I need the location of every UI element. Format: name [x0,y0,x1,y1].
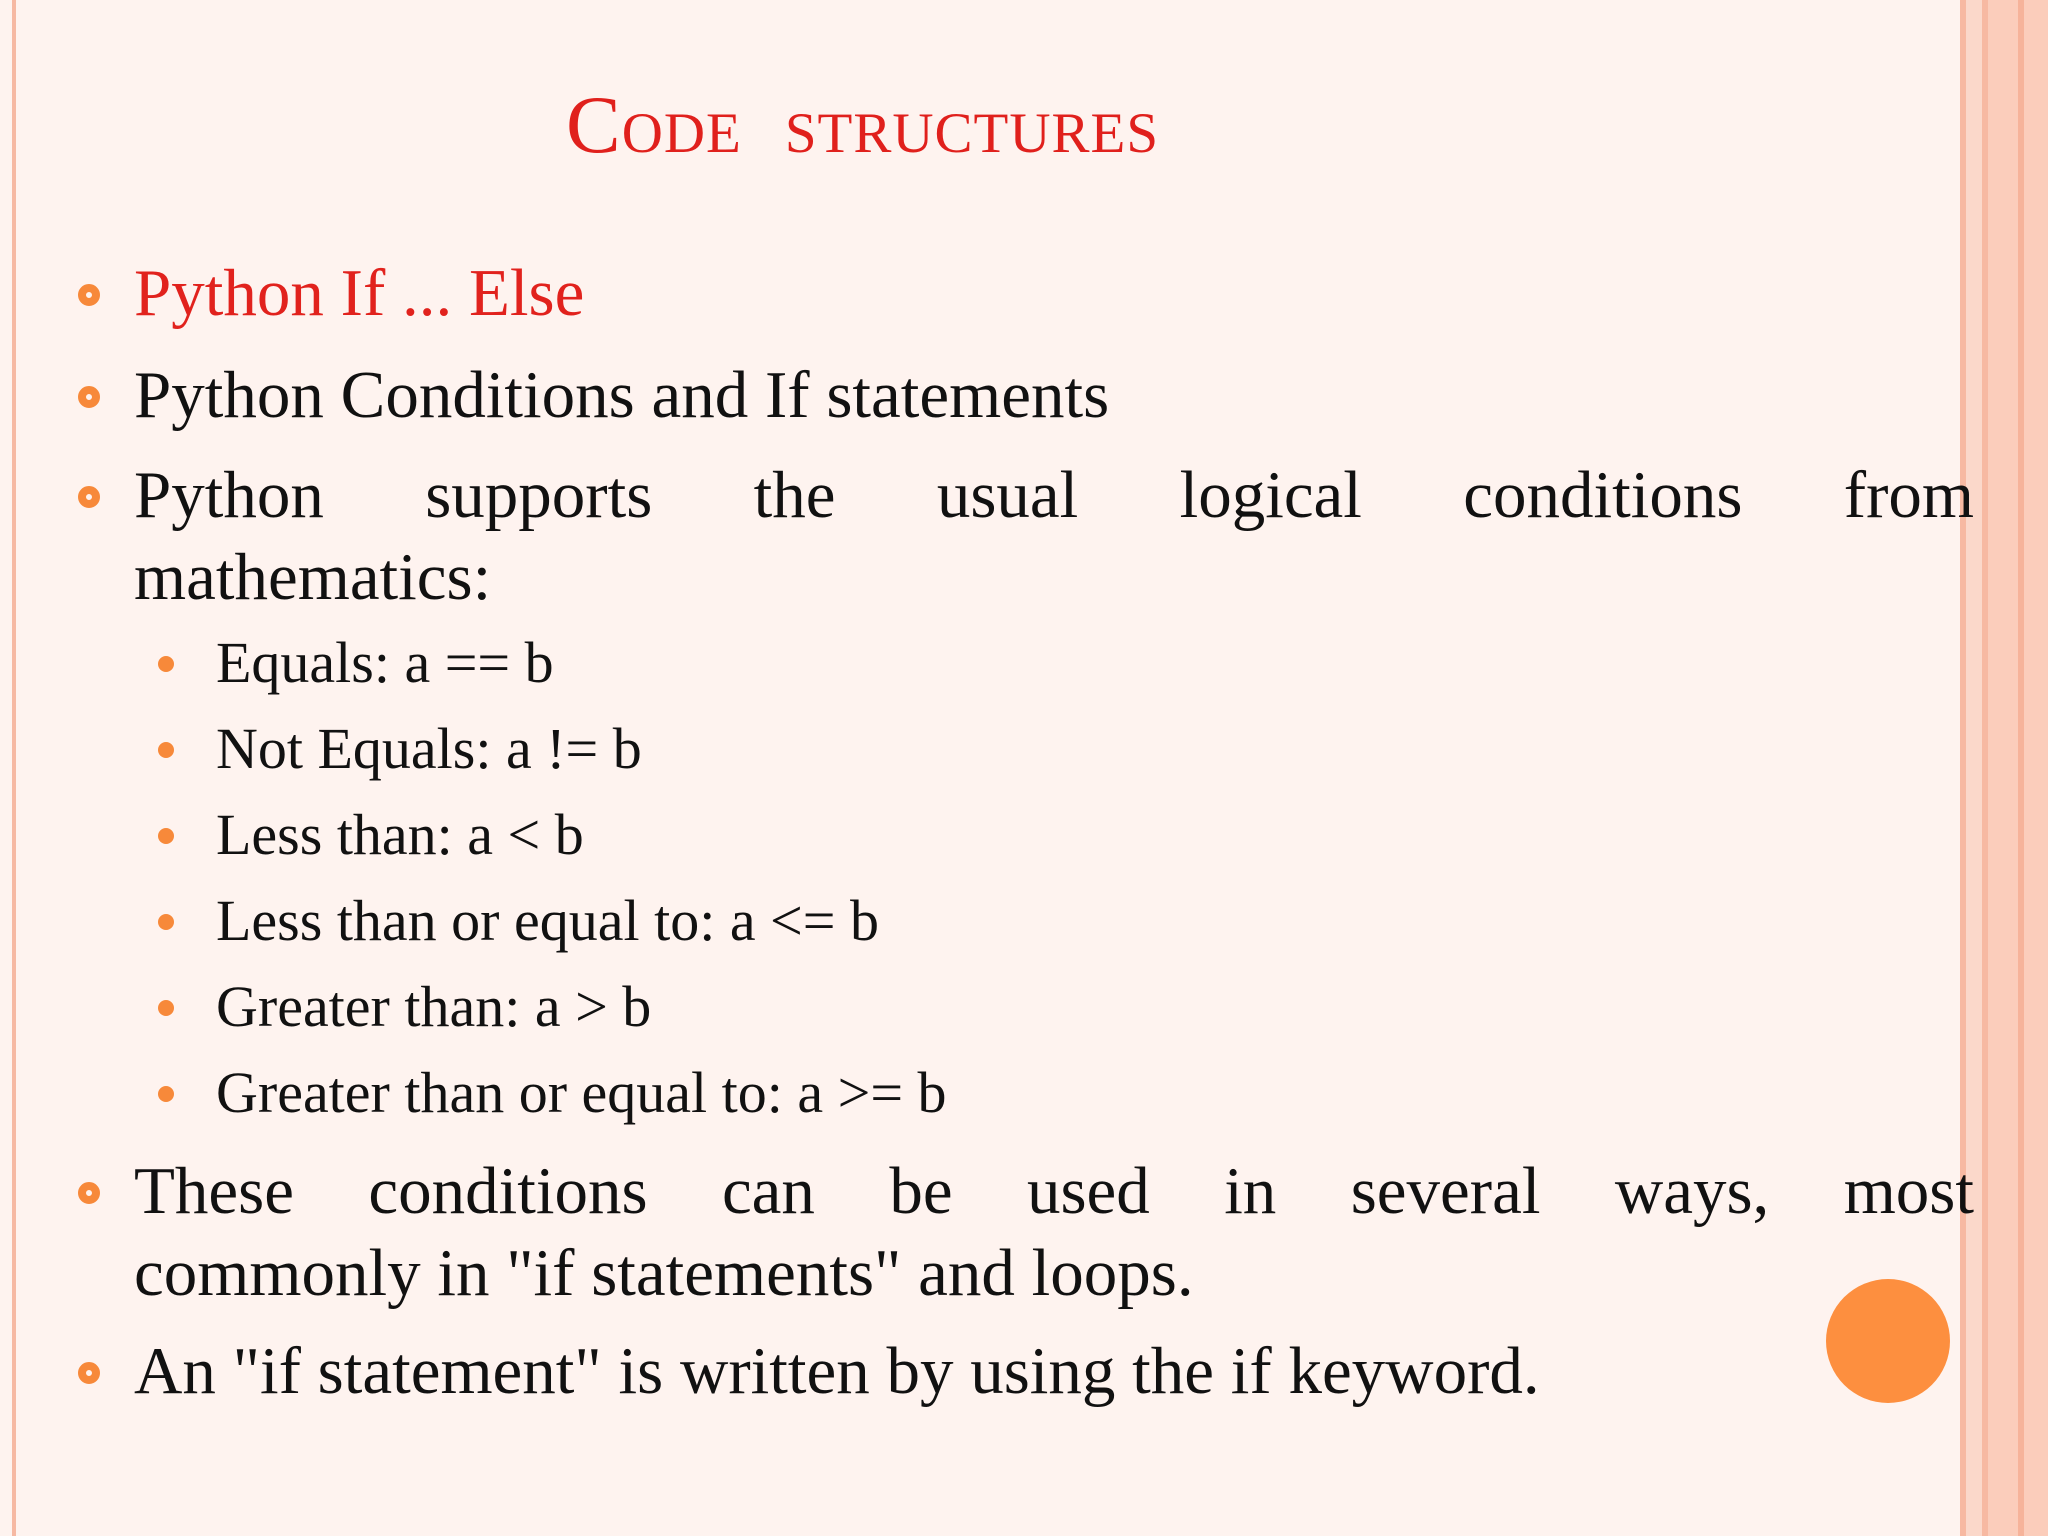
bullet-item: Python Conditions and If statements [134,358,1110,432]
left-border-line [12,0,16,1536]
sub-bullet-item: Less than: a < b [216,802,584,867]
dot-bullet-icon [158,1000,174,1016]
sub-bullet-item: Greater than or equal to: a >= b [216,1060,947,1125]
bullet-line: commonly in "if statements" and loops. [134,1236,1194,1310]
dot-bullet-icon [158,914,174,930]
ring-bullet-icon [78,284,100,306]
bullet-item: Python If ... Else [134,256,585,330]
ring-bullet-icon [78,486,100,508]
bullet-line: mathematics: [134,540,492,614]
bullet-line: These conditions can be used in several ways, most [134,1154,1974,1228]
ring-bullet-icon [78,1182,100,1204]
right-decor-stripe [2018,0,2024,1536]
bullet-item [134,454,1974,618]
dot-bullet-icon [158,1086,174,1102]
ring-bullet-icon [78,1362,100,1384]
dot-bullet-icon [158,828,174,844]
sub-bullet-item: Equals: a == b [216,630,554,695]
bullet-line: Python supports the usual logical conditions from [134,458,1974,532]
bullet-item [134,1150,1974,1314]
sub-bullet-item: Less than or equal to: a <= b [216,888,879,953]
slide-title: Code structures [566,79,1160,170]
bullet-item: An "if statement" is written by using the if keyword. [134,1334,1540,1408]
sub-bullet-item: Greater than: a > b [216,974,652,1039]
dot-bullet-icon [158,742,174,758]
sub-bullet-item: Not Equals: a != b [216,716,642,781]
dot-bullet-icon [158,656,174,672]
ring-bullet-icon [78,386,100,408]
